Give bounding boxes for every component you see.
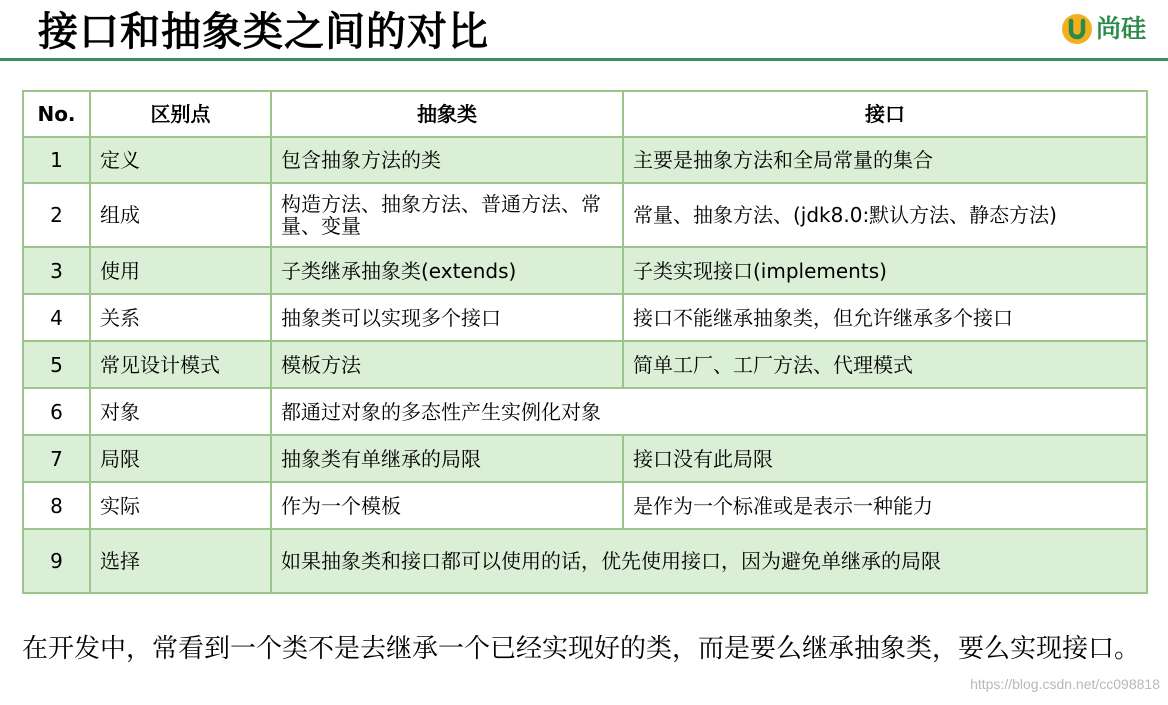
row-number: 9 [23,529,90,593]
table-row [23,482,1147,529]
row-point: 局限 [90,435,271,482]
row-interface: 常量、抽象方法、(jdk8.0:默认方法、静态方法) [623,183,1147,247]
brand-logo [1061,12,1146,46]
row-interface: 简单工厂、工厂方法、代理模式 [623,341,1147,388]
row-merged-cell: 都通过对象的多态性产生实例化对象 [271,388,1147,435]
row-abstract: 子类继承抽象类(extends) [271,247,623,294]
row-number: 7 [23,435,90,482]
table-row [23,247,1147,294]
column-header-point: 区别点 [90,91,271,137]
row-interface: 接口没有此局限 [623,435,1147,482]
row-point: 使用 [90,247,271,294]
row-number: 4 [23,294,90,341]
row-abstract: 抽象类可以实现多个接口 [271,294,623,341]
watermark-url: https://blog.csdn.net/cc098818 [970,676,1160,692]
row-interface: 主要是抽象方法和全局常量的集合 [623,137,1147,183]
row-interface: 是作为一个标准或是表示一种能力 [623,482,1147,529]
summary-paragraph: 在开发中，常看到一个类不是去继承一个已经实现好的类，而是要么继承抽象类，要么实现接口。 [22,634,1141,664]
table-row [23,341,1147,388]
table-row [23,137,1147,183]
row-abstract: 构造方法、抽象方法、普通方法、常量、变量 [271,183,623,247]
row-point: 选择 [90,529,271,593]
page-title: 接口和抽象类之间的对比 [38,8,489,55]
row-abstract: 作为一个模板 [271,482,623,529]
row-merged-cell: 如果抽象类和接口都可以使用的话，优先使用接口，因为避免单继承的局限 [271,529,1147,593]
row-abstract: 包含抽象方法的类 [271,137,623,183]
comparison-table [22,90,1148,594]
title-underline [0,58,1168,61]
row-point: 关系 [90,294,271,341]
row-interface: 接口不能继承抽象类，但允许继承多个接口 [623,294,1147,341]
row-interface: 子类实现接口(implements) [623,247,1147,294]
column-header-no: No. [23,91,90,137]
row-abstract: 抽象类有单继承的局限 [271,435,623,482]
row-point: 常见设计模式 [90,341,271,388]
row-number: 5 [23,341,90,388]
brand-u-icon [1061,13,1093,45]
row-point: 对象 [90,388,271,435]
table-row [23,183,1147,247]
row-number: 6 [23,388,90,435]
row-abstract: 模板方法 [271,341,623,388]
table-row [23,294,1147,341]
row-point: 定义 [90,137,271,183]
table-row [23,388,1147,435]
table-row [23,435,1147,482]
brand-name: 尚硅 [1096,14,1147,43]
table-header-row [23,91,1147,137]
row-number: 1 [23,137,90,183]
table-row [23,529,1147,593]
row-point: 实际 [90,482,271,529]
row-number: 8 [23,482,90,529]
row-number: 2 [23,183,90,247]
column-header-interface: 接口 [623,91,1147,137]
column-header-abstract: 抽象类 [271,91,623,137]
row-point: 组成 [90,183,271,247]
row-number: 3 [23,247,90,294]
